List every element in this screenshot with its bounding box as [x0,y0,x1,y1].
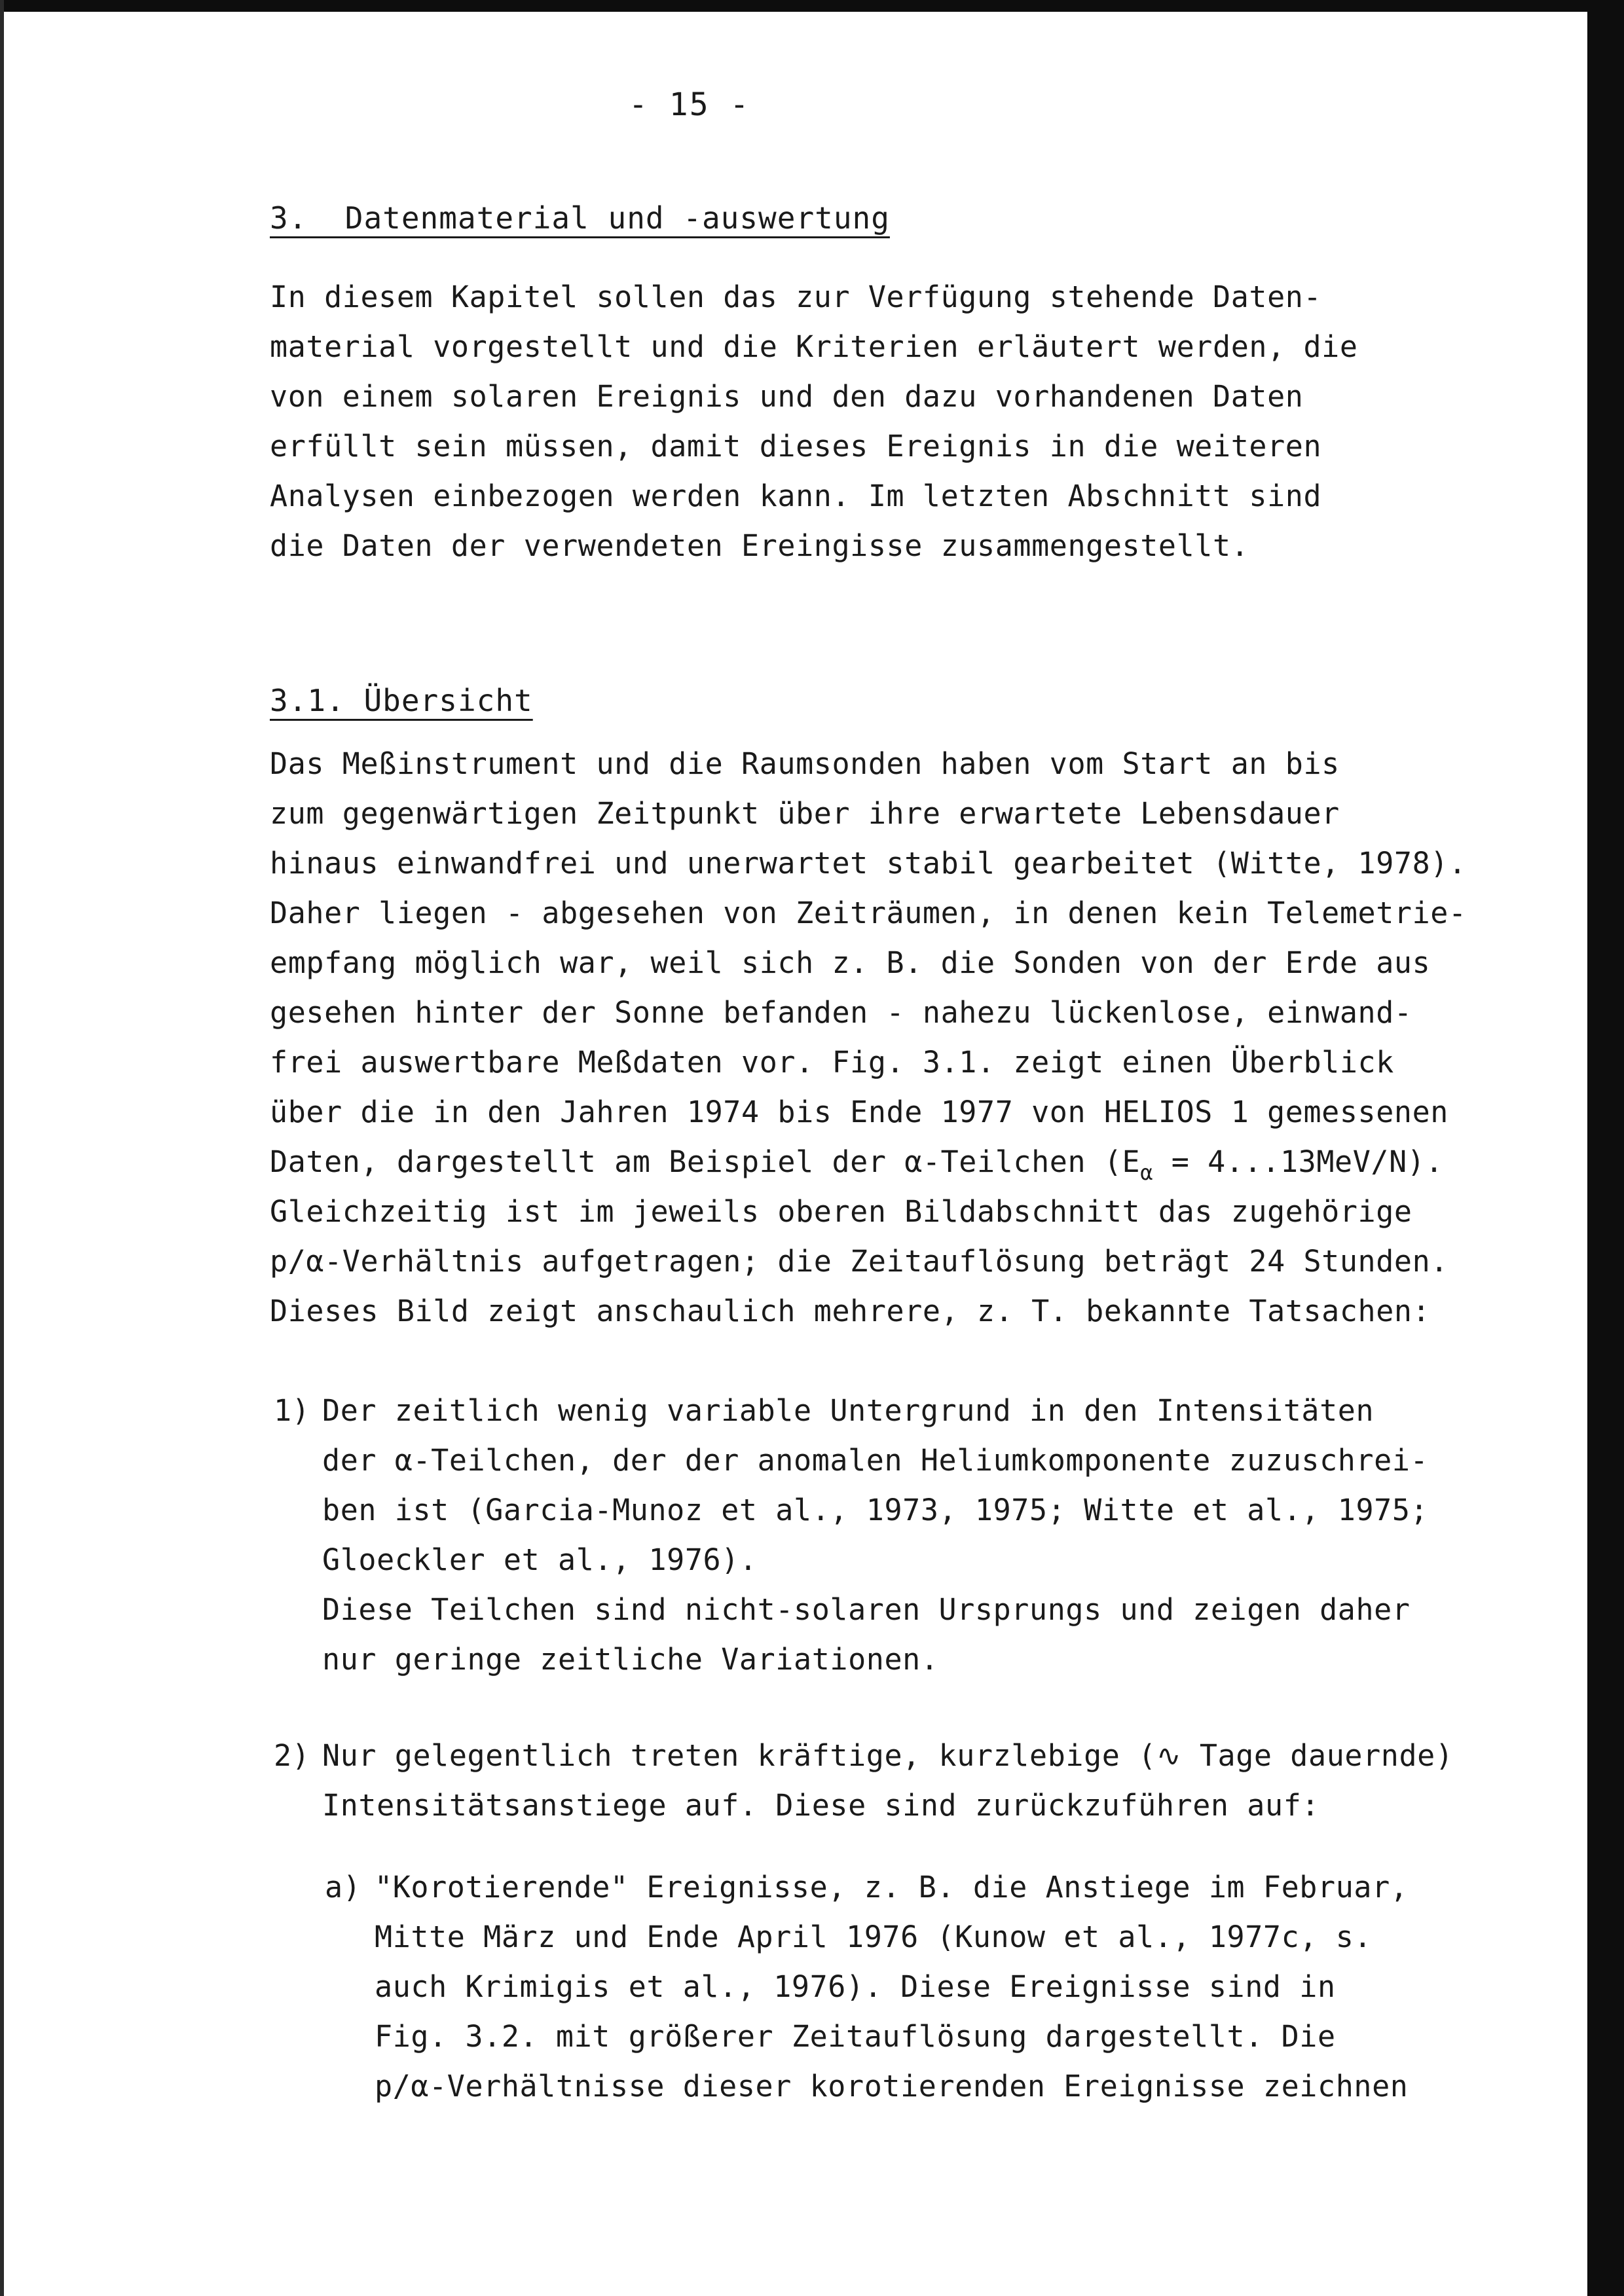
paragraph-line: empfang möglich war, weil sich z. B. die Sonden von der Erde aus [270,945,1431,980]
list-item-line: Der zeitlich wenig variable Untergrund in den Intensitäten [322,1393,1375,1428]
paragraph-line: Gleichzeitig ist im jeweils oberen Bildabschnitt das zugehörige [270,1194,1412,1229]
line-suffix: = 4...13MeV/N). [1153,1144,1444,1179]
line-prefix: Daten, dargestellt am Beispiel der α-Teilchen (E [270,1144,1141,1179]
list-item-line: Diese Teilchen sind nicht-solaren Ursprungs und zeigen daher [322,1592,1411,1627]
paragraph-line: material vorgestellt und die Kriterien erläutert werden, die [270,329,1358,364]
sublist-item-line: auch Krimigis et al., 1976). Diese Ereignisse sind in [375,1969,1336,2004]
sublist-marker-a: a) [325,1870,361,1904]
list-item-line: ben ist (Garcia-Munoz et al., 1973, 1975; Witte et al., 1975; [322,1493,1429,1527]
paragraph-line: frei auswertbare Meßdaten vor. Fig. 3.1. zeigt einen Überblick [270,1045,1394,1080]
alpha-subscript: α [1140,1160,1154,1185]
sublist-item-line: Mitte März und Ende April 1976 (Kunow et al., 1977c, s. [375,1920,1373,1954]
list-item-line: Nur gelegentlich treten kräftige, kurzlebige (∿ Tage dauernde) [322,1738,1454,1773]
paragraph-line: Dieses Bild zeigt anschaulich mehrere, z. T. bekannte Tatsachen: [270,1294,1431,1328]
paragraph-line: p/α-Verhältnis aufgetragen; die Zeitauflösung beträgt 24 Stunden. [270,1244,1449,1279]
scan-border-top [0,0,1624,12]
page-number: - 15 - [629,86,750,123]
section-heading-3-1: 3.1. Übersicht [270,683,533,718]
scan-border-left [0,0,4,2296]
paragraph-line: Daher liegen - abgesehen von Zeiträumen, in denen kein Telemetrie- [270,896,1467,930]
list-item-line: der α-Teilchen, der der anomalen Heliumkomponente zuzuschrei- [322,1443,1429,1478]
list-marker-1: 1) [274,1393,310,1428]
paragraph-line: Das Meßinstrument und die Raumsonden haben vom Start an bis [270,746,1340,781]
paragraph-line: von einem solaren Ereignis und den dazu vorhandenen Daten [270,379,1304,414]
sublist-item-line: p/α-Verhältnisse dieser korotierenden Ereignisse zeichnen [375,2069,1409,2104]
list-item-line: nur geringe zeitliche Variationen. [322,1642,939,1677]
list-marker-2: 2) [274,1738,310,1773]
scan-border-right [1587,0,1624,2296]
paragraph-line: hinaus einwandfrei und unerwartet stabil gearbeitet (Witte, 1978). [270,846,1467,881]
paragraph-line: In diesem Kapitel sollen das zur Verfügung stehende Daten- [270,280,1322,314]
list-item-line: Gloeckler et al., 1976). [322,1542,758,1577]
paragraph-line: Analysen einbezogen werden kann. Im letzten Abschnitt sind [270,479,1322,513]
paragraph-line: erfüllt sein müssen, damit dieses Ereignis in die weiteren [270,429,1322,464]
paragraph-line-with-subscript [270,1144,1443,1185]
paragraph-line: die Daten der verwendeten Ereingisse zusammengestellt. [270,528,1249,563]
paragraph-line: zum gegenwärtigen Zeitpunkt über ihre erwartete Lebensdauer [270,796,1340,831]
list-item-line: Intensitätsanstiege auf. Diese sind zurückzuführen auf: [322,1788,1320,1823]
paragraph-line: über die in den Jahren 1974 bis Ende 1977 von HELIOS 1 gemessenen [270,1095,1449,1129]
paragraph-line: gesehen hinter der Sonne befanden - nahezu lückenlose, einwand- [270,995,1412,1030]
sublist-item-line: "Korotierende" Ereignisse, z. B. die Anstiege im Februar, [375,1870,1409,1904]
section-heading-3: 3. Datenmaterial und -auswertung [270,200,890,236]
sublist-item-line: Fig. 3.2. mit größerer Zeitauflösung dargestellt. Die [375,2019,1336,2054]
